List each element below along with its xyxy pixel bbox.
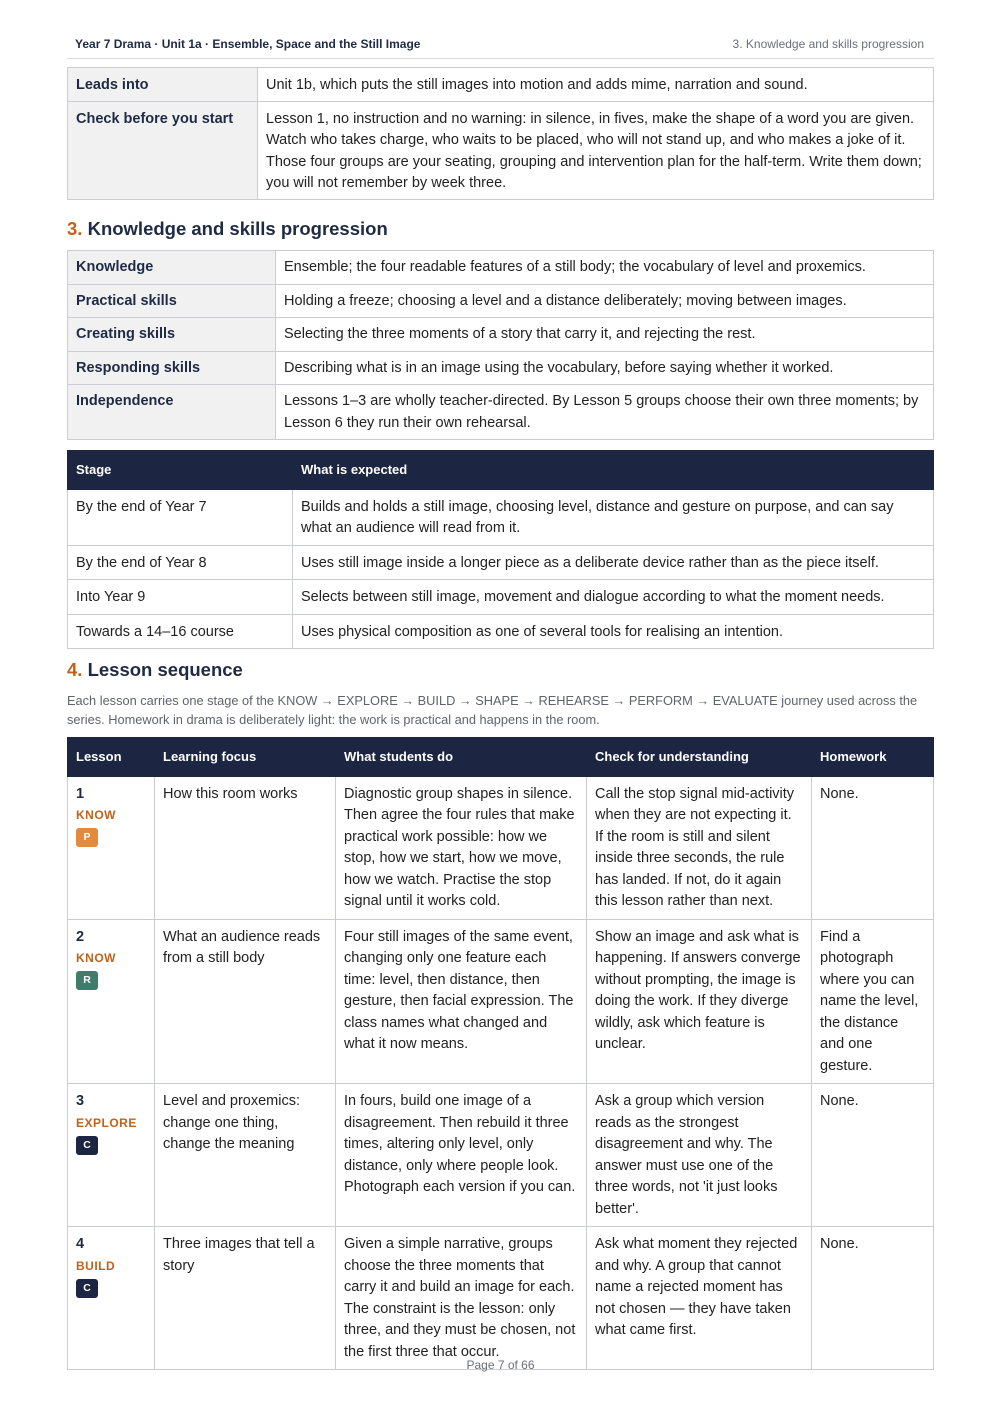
lesson-badge: C xyxy=(76,1136,98,1155)
lesson-badge: C xyxy=(76,1279,98,1298)
skills-table xyxy=(67,250,934,440)
lesson-row xyxy=(68,1084,934,1227)
stage-cell: Towards a 14–16 course xyxy=(68,614,293,649)
table-row xyxy=(68,545,934,580)
homework-cell: Find a photograph where you can name the level, the distance and one gesture. xyxy=(812,919,934,1084)
lesson-number: 3 xyxy=(76,1093,85,1109)
row-value: Ensemble; the four readable features of a still body; the vocabulary of level and proxemics. xyxy=(276,251,934,285)
learning-focus-cell: What an audience reads from a still body xyxy=(155,919,336,1084)
homework-cell: None. xyxy=(812,1227,934,1370)
students-do-cell: Diagnostic group shapes in silence. Then agree the four rules that make practical work possible: how we stop, how we start, how we move, how we watch. Practise the stop signal until it works cold. xyxy=(336,776,587,919)
section-heading-lesson-sequence xyxy=(67,659,243,681)
column-header-what-students-do: What students do xyxy=(336,738,587,777)
table-row xyxy=(68,614,934,649)
lesson-row xyxy=(68,1227,934,1370)
lesson-number: 1 xyxy=(76,785,85,802)
section-title: Knowledge and skills progression xyxy=(87,218,388,239)
expected-cell: Builds and holds a still image, choosing level, distance and gesture on purpose, and can say what an audience will read from it. xyxy=(293,489,934,545)
section-number: 3. xyxy=(67,218,83,239)
expected-cell: Selects between still image, movement and dialogue according to what the moment needs. xyxy=(293,580,934,615)
expected-cell: Uses still image inside a longer piece as a deliberate device rather than as the piece itself. xyxy=(293,545,934,580)
learning-focus-cell: Three images that tell a story xyxy=(155,1227,336,1370)
check-cell: Ask what moment they rejected and why. A group that cannot name a rejected moment has not chosen — they have taken what came first. xyxy=(587,1227,812,1370)
column-header-check: Check for understanding xyxy=(587,738,812,777)
table-row xyxy=(68,101,934,199)
lesson-sequence-table xyxy=(67,737,934,1370)
column-header-learning-focus: Learning focus xyxy=(155,738,336,777)
row-value: Lesson 1, no instruction and no warning: in silence, in fives, make the shape of a word you are given. Watch who takes charge, who waits to be placed, who will not stand up, and who makes a joke of it. Those four groups are your seating, grouping and intervention plan for the half-term. Write them down; you will not remember by week three. xyxy=(258,101,934,199)
row-key: Knowledge xyxy=(68,251,276,285)
header-unit-title: Year 7 Drama · Unit 1a · Ensemble, Space and the Still Image xyxy=(75,37,421,51)
row-value: Lessons 1–3 are wholly teacher-directed. By Lesson 5 groups choose their own three moments; by Lesson 6 they run their own rehearsal. xyxy=(276,385,934,440)
table-header-row xyxy=(68,451,934,490)
row-value: Selecting the three moments of a story that carry it, and rejecting the rest. xyxy=(276,318,934,352)
running-header xyxy=(67,37,934,51)
lesson-id-cell xyxy=(68,919,155,1084)
expected-cell: Uses physical composition as one of several tools for realising an intention. xyxy=(293,614,934,649)
column-header-expected: What is expected xyxy=(293,451,934,490)
learning-focus-cell: How this room works xyxy=(155,776,336,919)
section-title: Lesson sequence xyxy=(87,659,243,680)
stage-expectations-table xyxy=(67,450,934,649)
stage-cell: Into Year 9 xyxy=(68,580,293,615)
row-key: Independence xyxy=(68,385,276,440)
table-row xyxy=(68,351,934,385)
lesson-row xyxy=(68,776,934,919)
stage-cell: By the end of Year 8 xyxy=(68,545,293,580)
table-row xyxy=(68,385,934,440)
lesson-stage: EXPLORE xyxy=(76,1115,137,1130)
row-value: Holding a freeze; choosing a level and a distance deliberately; moving between images. xyxy=(276,284,934,318)
column-header-homework: Homework xyxy=(812,738,934,777)
table-row xyxy=(68,318,934,352)
lesson-stage: KNOW xyxy=(76,951,116,965)
homework-cell: None. xyxy=(812,1084,934,1227)
lesson-id-cell xyxy=(68,1227,155,1370)
page-number: Page 7 of 66 xyxy=(466,1358,535,1372)
students-do-cell: Four still images of the same event, changing only one feature each time: level, then distance, then gesture, then facial expression. The class names what changed and what it now means. xyxy=(336,919,587,1084)
table-row xyxy=(68,284,934,318)
row-key: Check before you start xyxy=(68,101,258,199)
lesson-number: 4 xyxy=(76,1236,85,1252)
table-row xyxy=(68,580,934,615)
lesson-sequence-intro: Each lesson carries one stage of the KNOW → EXPLORE → BUILD → SHAPE → REHEARSE → PERFORM → EVALUATE journey used across the series. Homework in drama is deliberately light: the work is practical and happens in the room. xyxy=(67,693,918,727)
row-value: Describing what is in an image using the vocabulary, before saying whether it worked. xyxy=(276,351,934,385)
row-value: Unit 1b, which puts the still images into motion and adds mime, narration and sound. xyxy=(258,68,934,102)
check-cell: Ask a group which version reads as the strongest disagreement and why. The answer must use one of the three words, not 'it just looks better'. xyxy=(587,1084,812,1227)
table-row xyxy=(68,251,934,285)
stage-cell: By the end of Year 7 xyxy=(68,489,293,545)
learning-focus-cell: Level and proxemics: change one thing, change the meaning xyxy=(155,1084,336,1227)
check-cell: Show an image and ask what is happening. If answers converge without prompting, the image is doing the work. If they diverge wildly, ask which feature is unclear. xyxy=(587,919,812,1084)
lesson-id-cell xyxy=(68,1084,155,1227)
column-header-lesson: Lesson xyxy=(68,738,155,777)
students-do-cell: Given a simple narrative, groups choose the three moments that carry it and build an image for each. The constraint is the lesson: only three, and they must be chosen, not the first three that occur. xyxy=(336,1227,587,1370)
lesson-badge: P xyxy=(76,828,98,847)
table-row xyxy=(68,489,934,545)
section-heading-knowledge-skills xyxy=(67,218,388,240)
table-header-row xyxy=(68,738,934,777)
lesson-id-cell xyxy=(68,776,155,919)
lesson-row xyxy=(68,919,934,1084)
lesson-number: 2 xyxy=(76,928,85,945)
homework-cell: None. xyxy=(812,776,934,919)
row-key: Practical skills xyxy=(68,284,276,318)
lesson-stage: KNOW xyxy=(76,808,116,822)
row-key: Responding skills xyxy=(68,351,276,385)
column-header-stage: Stage xyxy=(68,451,293,490)
table-row xyxy=(68,68,934,102)
row-key: Creating skills xyxy=(68,318,276,352)
header-divider xyxy=(67,58,934,59)
check-cell: Call the stop signal mid-activity when they are not expecting it. If the room is still and silent inside three seconds, the rule has landed. If not, do it again this lesson rather than next. xyxy=(587,776,812,919)
unit-context-table xyxy=(67,67,934,200)
section-number: 4. xyxy=(67,659,83,680)
row-key: Leads into xyxy=(68,68,258,102)
lesson-stage: BUILD xyxy=(76,1258,116,1273)
lesson-badge: R xyxy=(76,971,98,990)
students-do-cell: In fours, build one image of a disagreement. Then rebuild it three times, altering only level, only distance, only where people look. Photograph each version if you can. xyxy=(336,1084,587,1227)
header-section-title: 3. Knowledge and skills progression xyxy=(732,37,924,51)
